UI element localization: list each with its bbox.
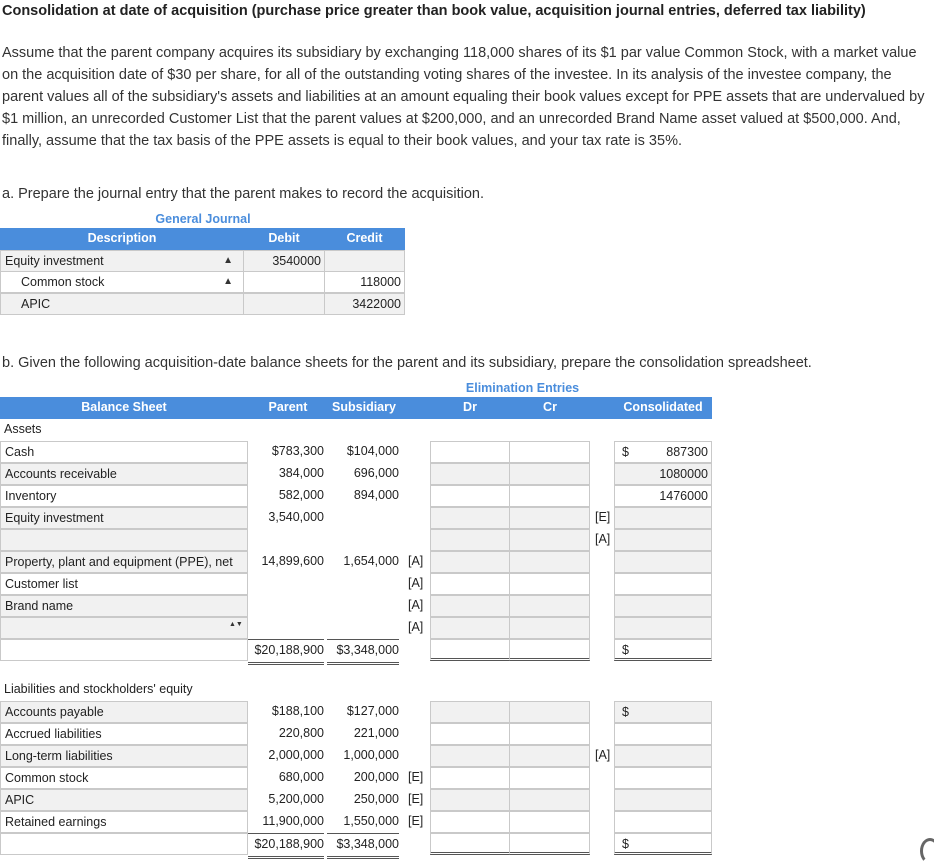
cr-entry-tag: [A]	[595, 748, 611, 762]
journal-account-label: APIC	[21, 297, 51, 311]
journal-header-debit: Debit	[268, 231, 300, 245]
parent-amount	[248, 617, 324, 639]
select-arrows-icon: ▲	[223, 276, 233, 287]
dr-entry-tag: [A]	[408, 620, 424, 634]
elim-dr-input[interactable]	[430, 507, 510, 529]
cr-entry-tag	[593, 573, 616, 595]
account-label-select[interactable]	[0, 617, 248, 639]
subsidiary-amount: 1,550,000	[343, 814, 399, 828]
header-consolidated: Consolidated	[623, 400, 703, 414]
header-balance-sheet: Balance Sheet	[81, 400, 167, 414]
account-label-select: Accounts payable	[0, 701, 248, 723]
dollar-sign: $	[622, 837, 629, 851]
consolidated-input[interactable]: 887300	[614, 441, 712, 463]
dr-entry-tag: [A]	[408, 598, 424, 612]
elimination-entries-title: Elimination Entries	[465, 381, 580, 395]
cr-entry-tag	[593, 617, 616, 639]
subsidiary-amount: 221,000	[353, 726, 399, 740]
cr-entry-tag	[593, 463, 616, 485]
elim-dr-input[interactable]	[430, 789, 510, 811]
account-label-select: Equity investment	[0, 507, 248, 529]
elim-dr-input[interactable]	[430, 573, 510, 595]
subsidiary-amount: 1,654,000	[343, 554, 399, 568]
elim-cr-input[interactable]	[509, 441, 590, 463]
subsidiary-amount: 894,000	[353, 488, 399, 502]
journal-credit-input[interactable]: 118000	[324, 271, 405, 293]
account-label-select	[0, 639, 248, 661]
dr-entry-tag	[406, 745, 430, 767]
header-cr: Cr	[543, 400, 557, 414]
consolidated-input[interactable]	[614, 529, 712, 551]
parent-amount: 14,899,600	[261, 554, 324, 568]
subsidiary-amount	[327, 595, 399, 617]
elim-cr-input[interactable]	[509, 617, 590, 639]
elim-cr-input[interactable]	[509, 595, 590, 617]
consolidated-input[interactable]	[614, 551, 712, 573]
account-label-select: Accounts receivable	[0, 463, 248, 485]
journal-account-select[interactable]	[0, 293, 244, 315]
elim-dr-input[interactable]	[430, 811, 510, 833]
elim-cr-input[interactable]	[509, 639, 590, 661]
journal-header-credit: Credit	[346, 231, 383, 245]
elim-dr-input[interactable]	[430, 745, 510, 767]
partial-icon	[920, 838, 934, 864]
parent-amount: 11,900,000	[262, 814, 324, 828]
parent-amount	[248, 595, 324, 617]
elim-cr-input[interactable]	[509, 529, 590, 551]
subsidiary-amount: $3,348,000	[327, 639, 399, 665]
dr-entry-tag	[406, 441, 430, 463]
dollar-sign: $	[622, 445, 629, 459]
account-label-select: Long-term liabilities	[0, 745, 248, 767]
parent-amount	[248, 573, 324, 595]
journal-account-label: Common stock	[21, 275, 105, 289]
elim-cr-input[interactable]	[509, 811, 590, 833]
elim-cr-input[interactable]	[509, 463, 590, 485]
parent-amount: 5,200,000	[268, 792, 324, 806]
subsidiary-amount: $127,000	[346, 704, 399, 718]
elim-dr-input[interactable]	[430, 767, 510, 789]
cr-entry-tag	[593, 551, 616, 573]
elim-cr-input[interactable]	[509, 573, 590, 595]
journal-account-label: Equity investment	[5, 254, 104, 268]
cr-entry-tag	[593, 767, 616, 789]
elim-dr-input[interactable]	[430, 701, 510, 723]
parent-amount: 220,800	[278, 726, 324, 740]
journal-account-select[interactable]	[0, 271, 244, 293]
dr-entry-tag	[406, 463, 430, 485]
problem-text: Assume that the parent company acquires its subsidiary by exchanging 118,000 shares of its $1 par value Common Stock, with a market value on the acquisition date of $30 per share, for all of the outstanding voting shares of the investee. In its analysis of the investee company, the parent values all of the subsidiary's assets and liabilities at an amount equaling their book values except for PPE assets that are undervalued by $1 million, an unrecorded Customer List that the parent values at $200,000, and an unrecorded Brand Name asset valued at $500,000. And, finally, assume that the tax basis of the PPE assets is equal to their book values, and your tax rate is 35%.	[2, 45, 925, 149]
elim-dr-input[interactable]	[430, 595, 510, 617]
consolidated-input[interactable]	[614, 573, 712, 595]
consolidated-input[interactable]	[614, 723, 712, 745]
consolidated-input[interactable]	[614, 789, 712, 811]
consolidated-input[interactable]	[614, 617, 712, 639]
dollar-sign: $	[622, 643, 629, 657]
account-label-select	[0, 833, 248, 855]
journal-debit-input[interactable]	[243, 293, 325, 315]
subsidiary-amount: 1,000,000	[343, 748, 399, 762]
journal-credit-input[interactable]: 3422000	[324, 293, 405, 315]
cr-entry-tag	[593, 639, 616, 661]
account-label-select: Brand name	[0, 595, 248, 617]
account-label-select: Common stock	[0, 767, 248, 789]
parent-amount: $20,188,900	[248, 639, 324, 665]
parent-amount: $188,100	[271, 704, 324, 718]
cr-entry-tag	[593, 811, 616, 833]
elim-dr-input[interactable]	[430, 833, 510, 855]
consolidated-input[interactable]	[614, 811, 712, 833]
elim-cr-input[interactable]	[509, 767, 590, 789]
journal-debit-input[interactable]	[243, 271, 325, 293]
consolidated-input[interactable]	[614, 595, 712, 617]
cr-entry-tag	[593, 485, 616, 507]
dr-entry-tag	[406, 639, 430, 661]
consolidated-input[interactable]	[614, 767, 712, 789]
consolidated-input[interactable]: 1080000	[614, 463, 712, 485]
consolidated-input[interactable]	[614, 745, 712, 767]
dr-entry-tag	[406, 833, 430, 855]
dr-entry-tag: [E]	[408, 792, 424, 806]
dr-entry-tag: [A]	[408, 576, 424, 590]
header-subsidiary: Subsidiary	[332, 400, 396, 414]
elim-cr-input[interactable]	[509, 745, 590, 767]
elim-dr-input[interactable]	[430, 485, 510, 507]
cr-entry-tag	[593, 833, 616, 855]
elim-dr-input[interactable]	[430, 723, 510, 745]
dr-entry-tag	[406, 723, 430, 745]
consolidated-input[interactable]	[614, 507, 712, 529]
account-label-select: APIC	[0, 789, 248, 811]
elim-cr-input[interactable]	[509, 789, 590, 811]
subsidiary-amount	[327, 573, 399, 595]
subsidiary-amount: $3,348,000	[327, 833, 399, 859]
parent-amount: $20,188,900	[248, 833, 324, 859]
dollar-sign: $	[622, 705, 629, 719]
consolidated-input[interactable]: 1476000	[614, 485, 712, 507]
elim-cr-input[interactable]	[509, 507, 590, 529]
header-parent: Parent	[268, 400, 308, 414]
account-label-select: Accrued liabilities	[0, 723, 248, 745]
section-label: Assets	[0, 419, 248, 441]
account-label-select: Cash	[0, 441, 248, 463]
problem-title: Consolidation at date of acquisition (purchase price greater than book value, acquisition journal entries, deferred tax liability)	[2, 3, 866, 19]
elim-dr-input[interactable]	[430, 463, 510, 485]
journal-debit-input[interactable]: 3540000	[243, 250, 325, 272]
elim-cr-input[interactable]	[509, 701, 590, 723]
subsidiary-amount	[327, 507, 399, 529]
dr-entry-tag	[406, 529, 430, 551]
elim-cr-input[interactable]	[509, 485, 590, 507]
dr-entry-tag: [A]	[408, 554, 424, 568]
cr-entry-tag: [A]	[595, 532, 611, 546]
dr-entry-tag	[406, 507, 430, 529]
cr-entry-tag	[593, 789, 616, 811]
select-arrows-icon: ▲	[223, 255, 233, 266]
elim-dr-input[interactable]	[430, 639, 510, 661]
account-label-select	[0, 529, 248, 551]
subsidiary-amount	[327, 617, 399, 639]
dr-entry-tag: [E]	[408, 770, 424, 784]
journal-credit-input[interactable]	[324, 250, 405, 272]
parent-amount: 384,000	[278, 466, 324, 480]
dr-entry-tag	[406, 485, 430, 507]
account-label-select: Property, plant and equipment (PPE), net	[0, 551, 248, 573]
parent-amount: 582,000	[278, 488, 324, 502]
elim-dr-input[interactable]	[430, 529, 510, 551]
parent-amount	[248, 529, 324, 551]
journal-account-select[interactable]	[0, 250, 244, 272]
account-label-select: Inventory	[0, 485, 248, 507]
dr-entry-tag: [E]	[408, 814, 424, 828]
elim-dr-input[interactable]	[430, 551, 510, 573]
subsidiary-amount	[327, 529, 399, 551]
cr-entry-tag	[593, 595, 616, 617]
parent-amount: 2,000,000	[268, 748, 324, 762]
part-b-prompt: b. Given the following acquisition-date balance sheets for the parent and its subsidiary, prepare the consolidation spreadsheet.	[2, 355, 812, 371]
parent-amount: 3,540,000	[268, 510, 324, 524]
cr-entry-tag	[593, 701, 616, 723]
header-dr: Dr	[463, 400, 477, 414]
general-journal-title: General Journal	[155, 212, 251, 226]
subsidiary-amount: 250,000	[353, 792, 399, 806]
cr-entry-tag: [E]	[595, 510, 611, 524]
dr-entry-tag	[406, 701, 430, 723]
cr-entry-tag	[593, 723, 616, 745]
account-label-select: Retained earnings	[0, 811, 248, 833]
elim-cr-input[interactable]	[509, 551, 590, 573]
subsidiary-amount: $104,000	[346, 444, 399, 458]
subsidiary-amount: 200,000	[353, 770, 399, 784]
select-arrows-icon: ▲▼	[229, 621, 243, 628]
section-label: Liabilities and stockholders' equity	[0, 679, 248, 701]
subsidiary-amount: 696,000	[353, 466, 399, 480]
journal-header-description: Description	[87, 231, 157, 245]
parent-amount: 680,000	[278, 770, 324, 784]
cr-entry-tag	[593, 441, 616, 463]
parent-amount: $783,300	[271, 444, 324, 458]
elim-dr-input[interactable]	[430, 441, 510, 463]
elim-dr-input[interactable]	[430, 617, 510, 639]
elim-cr-input[interactable]	[509, 723, 590, 745]
part-a-prompt: a. Prepare the journal entry that the parent makes to record the acquisition.	[2, 186, 484, 202]
account-label-select: Customer list	[0, 573, 248, 595]
elim-cr-input[interactable]	[509, 833, 590, 855]
